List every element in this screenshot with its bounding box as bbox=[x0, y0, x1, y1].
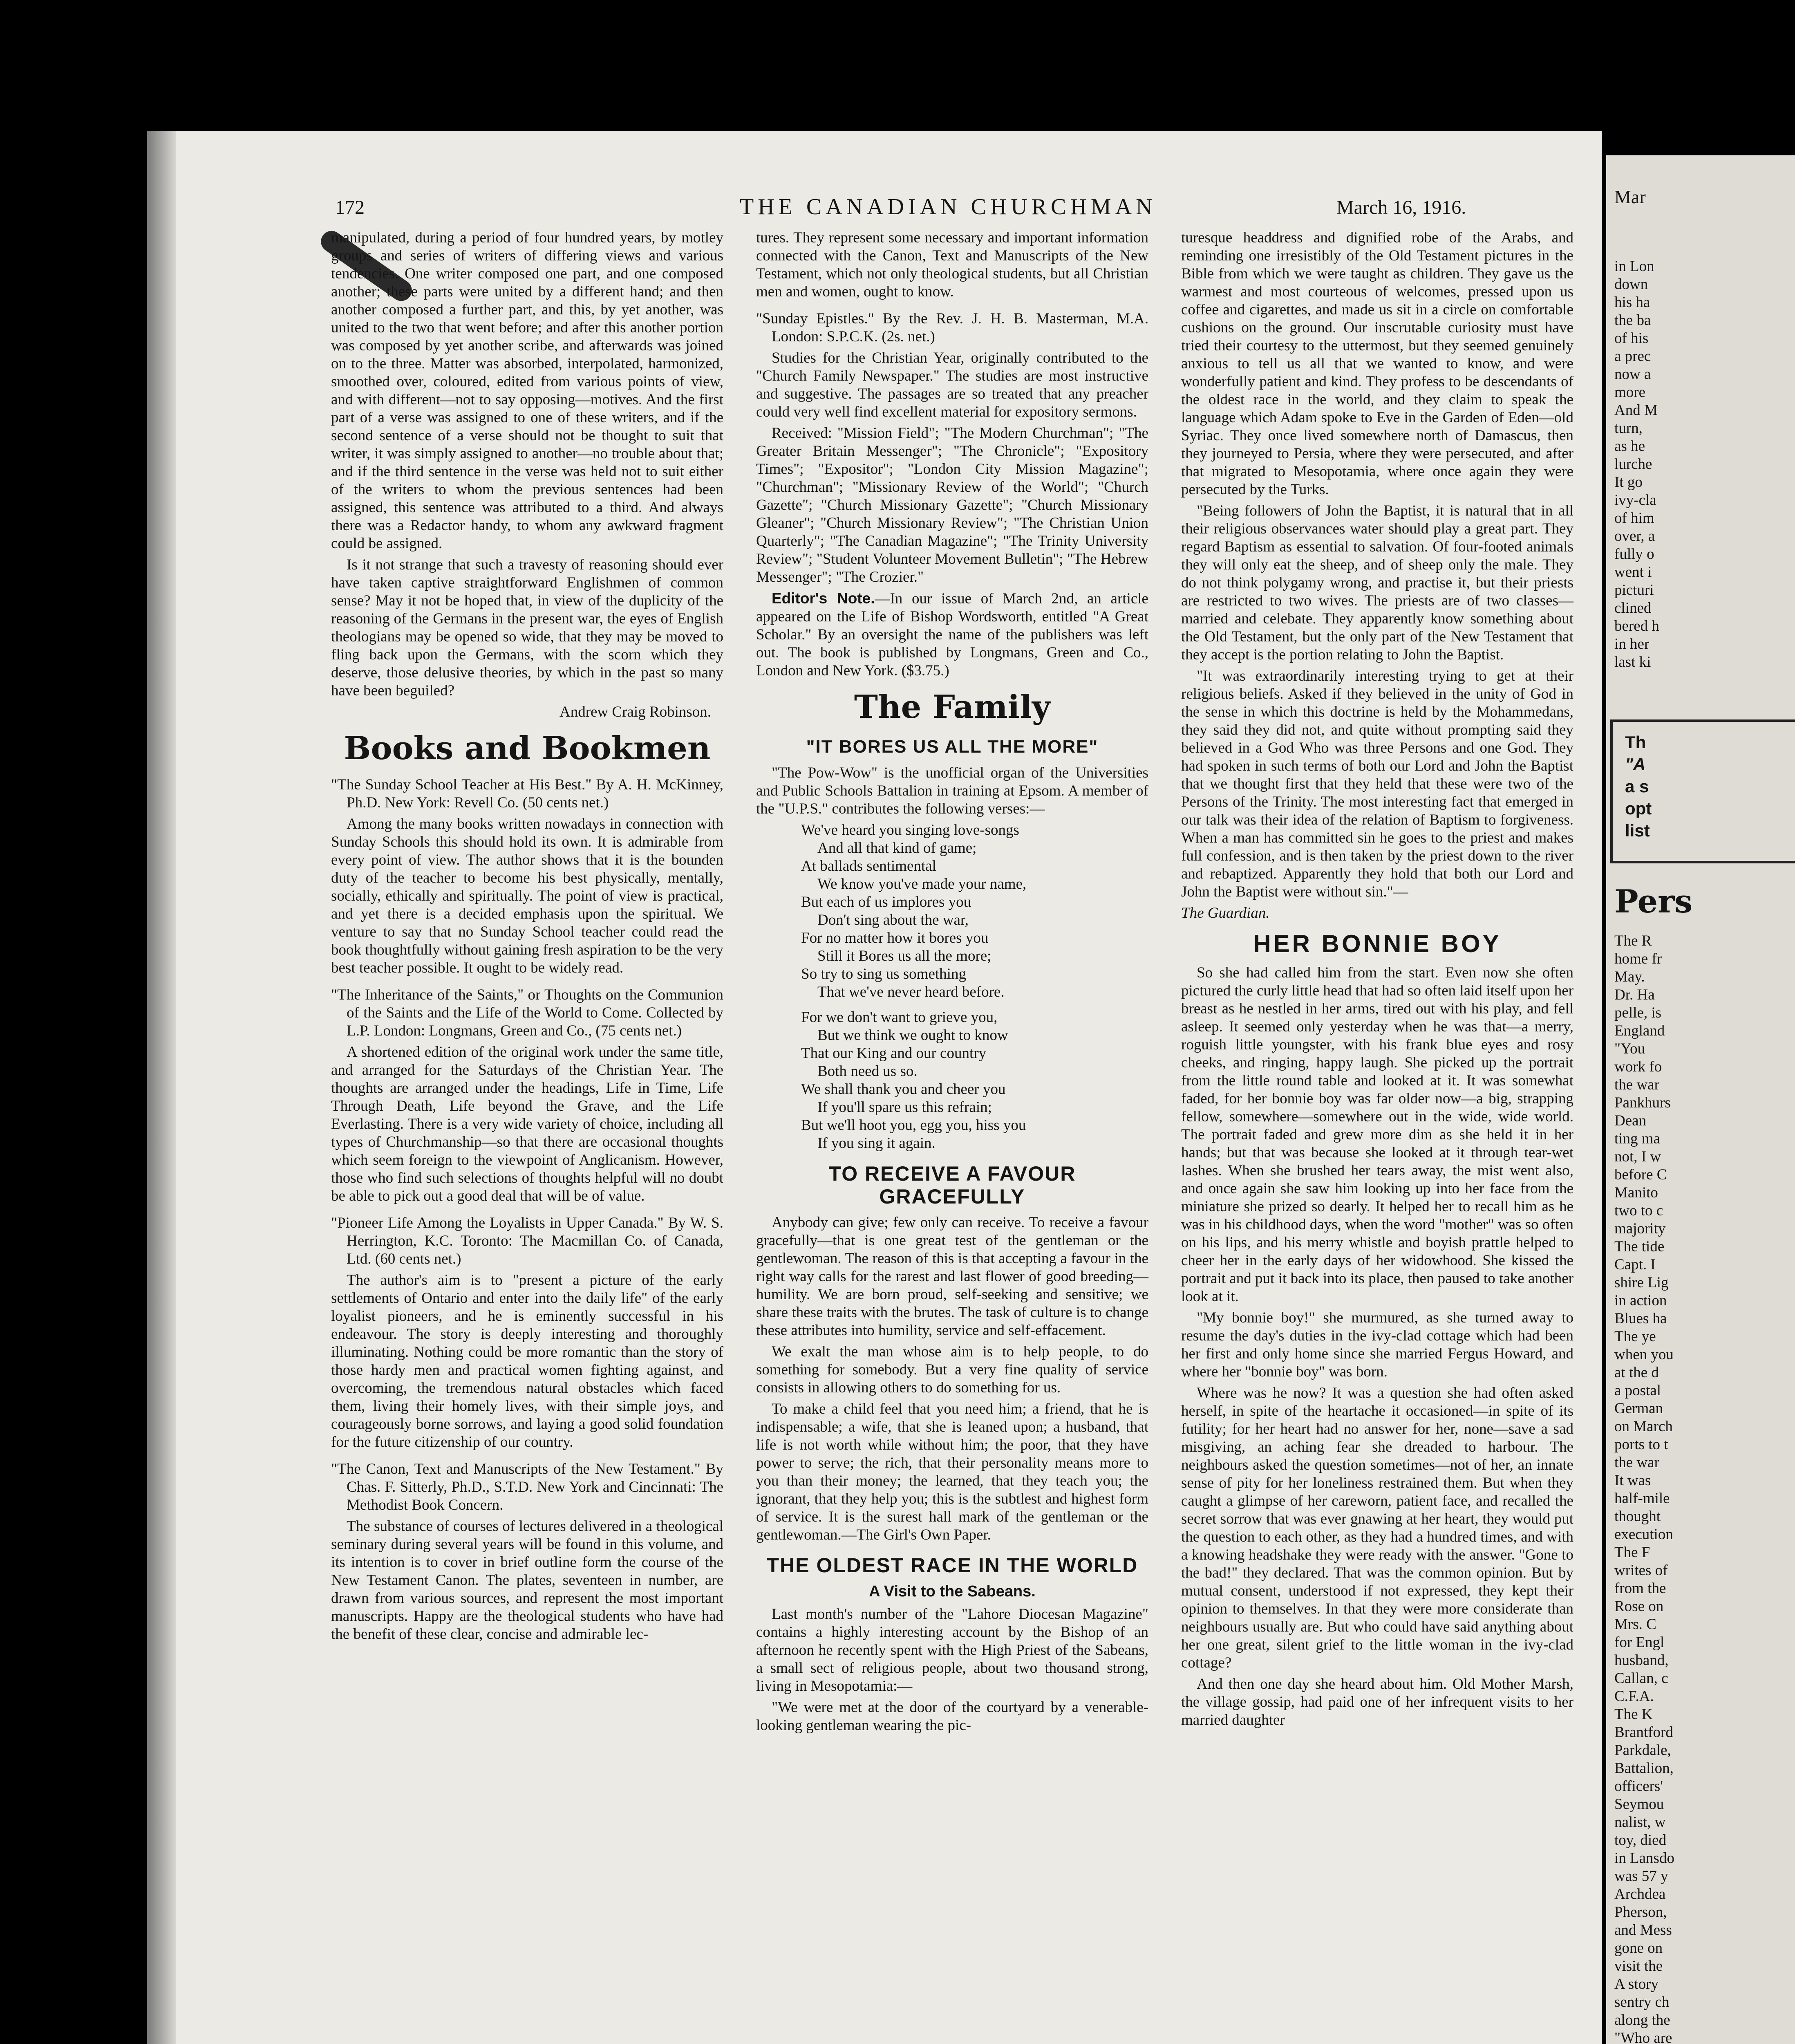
article-paragraph: Last month's number of the "Lahore Diocesan Magazine" contains a highly interesting account by the Bishop of an afternoon he recently spent with the High Priest of the Sabeans, a small sect of religious people, about two thousand strong, living in Mesopotamia:— bbox=[756, 1606, 1148, 1694]
facing-page-line: Mrs. C bbox=[1614, 1616, 1656, 1633]
facing-page-line: Dr. Ha bbox=[1614, 986, 1655, 1003]
facing-page-line: at the d bbox=[1614, 1364, 1659, 1381]
poem bbox=[801, 821, 1148, 1152]
poem-line: Don't sing about the war, bbox=[817, 912, 969, 928]
received-list: Received: "Mission Field"; "The Modern Churchman"; "The Greater Britain Messenger"; "The Chronicle"; "Expository Times"; "Expositor"; "London City Mission Magazine"; "Churchman"; "Missionary Review of the World"; "Church Gazette"; "Church Missionary Gazette"; "Church Missionary Gleaner"; "Church Missionary Review"; "The Christian Union Quarterly"; "The Canadian Magazine"; "The Trinity University Review"; "Student Volunteer Movement Bulletin"; "The Hebrew Messenger"; "The Crozier." bbox=[756, 425, 1148, 585]
facing-page-line: writes of bbox=[1614, 1562, 1668, 1579]
story-paragraph: So she had called him from the start. Even now she often pictured the curly little head that had so often laid itself upon her breast as he nestled in her arms, tired out with his play, and fell asleep. It seemed only yesterday when he was that—a merry, roguish little youngster, with his frank blue eyes and rosy cheeks, and ringing, happy laugh. She picked up the portrait from the little round table and looked at it. It was somewhat faded, for her bonnie boy was far older now—a big, strapping fellow, somewhere—somewhere out in the wide, wide world. The portrait faded and grew more dim as she held it in her hands; but that was because she looked at it through tear-wet lashes. When she brushed her tears away, the mist went also, and once again she saw him looking up into her face from the miniature she prized so dearly. It helped her to recall him as he was in his childhood days, when the word "mother" was so often on his lips, and his merry whistle and boyish prattle helped to cheer her in the early days of her widowhood. She kissed the portrait and put it back into its place, then paused to take another look at it. bbox=[1181, 964, 1573, 1305]
facing-page-line: was 57 y bbox=[1614, 1868, 1668, 1885]
facing-page-line: ting ma bbox=[1614, 1130, 1661, 1147]
facing-page-line: and Mess bbox=[1614, 1922, 1672, 1939]
facing-page-line: in action bbox=[1614, 1292, 1667, 1309]
facing-page-line: when you bbox=[1614, 1346, 1674, 1363]
editors-note-label: Editor's Note. bbox=[772, 590, 875, 607]
poem-line: We shall thank you and cheer you bbox=[801, 1081, 1006, 1098]
facing-page-line: the war bbox=[1614, 1076, 1659, 1093]
facing-page-line: last ki bbox=[1614, 654, 1651, 670]
article-continuation: manipulated, during a period of four hundred years, by motley groups and series of writers of differing views and various tendencies. One writer composed one part, and one composed another; these parts were united by a different hand; and then another composed a further part, and this, by yet another, was united to the two that went before; and after this another portion was composed by yet another scribe, and afterwards was joined on to the three. Matter was absorbed, interpolated, harmonized, smoothed over, coloured, edited from various points of view, and with different—not to say opposing—motives. And the first part of a verse was assigned to one of these writers, and if the second sentence of a verse should not be thought to suit that writer, it was simply assigned to another—no trouble about that; and if the third sentence in the verse was held not to suit either of the writers to whom the previous sentences had been assigned, this sentence was attributed to a third. And always there was a Redactor handy, to whom any awkward fragment could be assigned. bbox=[331, 229, 723, 552]
facing-page-line: over, a bbox=[1614, 528, 1655, 545]
bonnie-boy-heading: HER BONNIE BOY bbox=[1253, 930, 1502, 957]
facing-page-line: home fr bbox=[1614, 950, 1662, 967]
poem-line: So try to sing us something bbox=[801, 966, 966, 982]
poem-line: And all that kind of game; bbox=[817, 840, 977, 856]
facing-page-line: majority bbox=[1614, 1220, 1666, 1237]
facing-page-line: of him bbox=[1614, 510, 1654, 527]
poem-line: That our King and our country bbox=[801, 1045, 987, 1062]
source-credit: The Guardian. bbox=[1181, 905, 1270, 921]
facing-page-line: C.F.A. bbox=[1614, 1688, 1654, 1705]
facing-page-line: lurche bbox=[1614, 456, 1652, 473]
publication-title: THE CANADIAN CHURCHMAN bbox=[740, 194, 1157, 220]
article-paragraph: "We were met at the door of the courtyard by a venerable-looking gentleman wearing the pic- bbox=[756, 1699, 1148, 1734]
poem-line: But we'll hoot you, egg you, hiss you bbox=[801, 1117, 1026, 1134]
facing-page-line: shire Lig bbox=[1614, 1274, 1669, 1291]
facing-page-line: half-mile bbox=[1614, 1490, 1670, 1507]
book-reference: "Pioneer Life Among the Loyalists in Upper Canada." By W. S. Herrington, K.C. Toronto: The Macmillan Co. of Canada, Ltd. (60 cents net.) bbox=[331, 1215, 723, 1267]
facing-page-line: work fo bbox=[1614, 1058, 1662, 1075]
book-reference: "The Sunday School Teacher at His Best." By A. H. McKinney, Ph.D. New York: Revell Co. (50 cents net.) bbox=[331, 776, 723, 811]
facing-page-line: bered h bbox=[1614, 618, 1659, 634]
facing-page-line: Parkdale, bbox=[1614, 1742, 1671, 1759]
story-paragraph: Where was he now? It was a question she had often asked herself, in spite of the heartache it occasioned—in spite of its futility; for her heart had no answer for her, none—save a sad misgiving, an aching fear she dreaded to harbour. The neighbours asked the question sometimes—not of her, an innate sense of pity for her loneliness restrained them. But when they caught a glimpse of her careworn, patient face, and recalled the secret sorrow that was ever gnawing at her heart, they would put the question to each other, as they had a hundred times, and with a knowing headshake they were ready with the answer. "Gone to the bad!" they declared. That was the common opinion. But by mutual consent, understood if not expressed, they kept their opinion to themselves. In that they were more considerate than neighbours usually are. But who could have said anything about her one great, silent grief to the little woman in the ivy-clad cottage? bbox=[1181, 1385, 1573, 1671]
facing-page-line: It was bbox=[1614, 1472, 1651, 1489]
article-paragraph: To make a child feel that you need him; a friend, that he is indispensable; a wife, that she is leaned upon; a husband, that life is not worth while without him; the poor, that they have power to serve; the rich, that their personality means more to you than their money; the learned, that they teach you; the ignorant, that they help you; this is the subtlest and highest form of service. It is the surest hall mark of the gentleman or the gentlewoman.—The Girl's Own Paper. bbox=[756, 1401, 1148, 1543]
facing-page-line: ports to t bbox=[1614, 1436, 1668, 1453]
facing-page-line: A story bbox=[1614, 1976, 1658, 1992]
facing-page-line: Seymou bbox=[1614, 1796, 1664, 1813]
facing-page-line: husband, bbox=[1614, 1652, 1669, 1669]
book-review: A shortened edition of the original work under the same title, and arranged for the Saturdays of the Christian Year. The thoughts are arranged under the headings, Life in Time, Life Through Death, Life beyond the Grave, and the Life Everlasting. There is a very wide variety of choice, including all types of Churchmanship—so that there are occasional thoughts which seem foreign to the viewpoint of Anglicanism. However, those who find such selections of thoughts helpful will no doubt be able to pick out a good deal that will be of value. bbox=[331, 1044, 723, 1204]
poem-line: Both need us so. bbox=[817, 1063, 918, 1080]
facing-page-line: ivy-cla bbox=[1614, 492, 1656, 509]
editors-note-text: —In our issue of March 2nd, an article appeared on the Life of Bishop Wordsworth, entitled "A Great Scholar." By an oversight the name of the publishers was left out. The book is published by Longmans, Green and Co., London and New York. ($3.75.) bbox=[756, 590, 1148, 679]
facing-page-line: in Lansdo bbox=[1614, 1850, 1674, 1867]
newspaper-page bbox=[147, 131, 1602, 2044]
facing-page-line: German bbox=[1614, 1400, 1663, 1417]
box-line: opt bbox=[1625, 799, 1652, 818]
facing-page-line: down bbox=[1614, 276, 1648, 293]
facing-page-line: And M bbox=[1614, 402, 1658, 419]
facing-page-line: in her bbox=[1614, 636, 1650, 652]
page-header bbox=[147, 188, 1602, 225]
facing-page-line: his ha bbox=[1614, 294, 1650, 311]
facing-page-line: from the bbox=[1614, 1580, 1666, 1597]
poem-line: We know you've made your name, bbox=[817, 876, 1027, 892]
article-signature: Andrew Craig Robinson. bbox=[560, 704, 711, 720]
book-review: Among the many books written nowadays in connection with Sunday Schools this should hold its own. It is admirable from every point of view. The author shows that it is the bounden duty of the teacher to become his best physically, mentally, socially, ethically and spiritually. The point of view is practical, and yet there is a decided emphasis upon the spiritual. We venture to say that no Sunday School teacher could read the book thoughtfully without gaining fresh aspiration to be the very best teacher possible. It ought to be widely read. bbox=[331, 816, 723, 976]
editors-note bbox=[756, 589, 1148, 680]
facing-page-line: Dean bbox=[1614, 1112, 1647, 1129]
facing-page-line: clined bbox=[1614, 600, 1652, 616]
facing-page-fragment bbox=[1606, 155, 1795, 2044]
sabeans-subheading: A Visit to the Sabeans. bbox=[869, 1583, 1036, 1600]
facing-page-line: Battalion, bbox=[1614, 1760, 1674, 1777]
book-reference: "The Inheritance of the Saints," or Thoughts on the Communion of the Saints and the Life of the World to Come. Collected by L.P. London: Longmans, Green and Co., (75 cents net.) bbox=[331, 986, 723, 1039]
story-paragraph: "My bonnie boy!" she murmured, as she turned away to resume the day's duties in the ivy-clad cottage which had been her first and only home since she married Fergus Howard, and where her "bonnie boy" was born. bbox=[1181, 1309, 1573, 1380]
article-continuation: turesque headdress and dignified robe of the Arabs, and reminding one irresistibly of the Old Testament pictures in the Bible from which we were taught as children. They gave us the warmest and most courteous of welcomes, pressed upon us coffee and cigarettes, and made us sit in a circle on comfortable cushions on the ground. Our inscrutable curiosity must have tried their courtesy to the uttermost, but they seemed genuinely anxious to tell us all that we wanted to know, and were wonderfully patient and kind. They profess to be descendants of the oldest race in the world, and they claim to speak the language which Adam spoke to Eve in the Garden of Eden—old Syriac. They once lived somewhere north of Damascus, then they journeyed to Persia, where they were persecuted, and after that migrated to Mesopotamia, where once again they were persecuted by the Turks. bbox=[1181, 229, 1573, 498]
facing-page-line: Pherson, bbox=[1614, 1904, 1667, 1921]
poem-line: Still it Bores us all the more; bbox=[817, 948, 992, 964]
book-review: The substance of courses of lectures delivered in a theological seminary during several years will be found in this volume, and its intention is to cover in brief outline form the course of the New Testament Canon. The plates, seventeen in number, are drawn from various sources, and represent the most important manuscripts. Happy are the theological students who have had the benefit of these clear, concise and admirable lec- bbox=[331, 1518, 723, 1643]
article-paragraph: Anybody can give; few only can receive. To receive a favour gracefully—that is one great test of the gentleman or the gentlewoman. The reason of this is that accepting a favour in the right way calls for the rarest and last flower of good breeding—humility. We are born proud, self-seeking and sensitive; we share these traits with the brutes. The task of culture is to change these attributes into humility, service and self-effacement. bbox=[756, 1214, 1148, 1339]
poem-line: For no matter how it bores you bbox=[801, 930, 989, 946]
facing-page-line: Manito bbox=[1614, 1184, 1658, 1201]
facing-page-line: not, I w bbox=[1614, 1148, 1661, 1165]
facing-page-line: toy, died bbox=[1614, 1832, 1667, 1849]
facing-page-line: The R bbox=[1614, 932, 1652, 949]
book-reference: "The Canon, Text and Manuscripts of the New Testament." By Chas. F. Sitterly, Ph.D., S.T.D. New York and Cincinnati: The Methodist Book Concern. bbox=[331, 1461, 723, 1513]
book-reference: "Sunday Epistles." By the Rev. J. H. B. Masterman, M.A. London: S.P.C.K. (2s. net.) bbox=[756, 310, 1148, 345]
facing-page-line: thought bbox=[1614, 1508, 1661, 1525]
facing-page-line: It go bbox=[1614, 474, 1643, 491]
article-paragraph: "Being followers of John the Baptist, it is natural that in all their religious observances water should play a great part. They regard Baptism as essential to salvation. Of four-footed animals they will only eat the sheep, and of sheep only the male. They do not think polygamy wrong, and practise it, but their priests are restricted to two wives. The priests are of two classes—married and celebate. They apparently know something about the Old Testament, but the only part of the New Testament that they accept is the portion relating to John the Baptist. bbox=[1181, 502, 1573, 663]
family-heading: The Family bbox=[854, 688, 1051, 726]
facing-page-line: the ba bbox=[1614, 312, 1651, 329]
facing-page-header: Mar bbox=[1614, 186, 1646, 207]
facing-page-line: Pankhurs bbox=[1614, 1094, 1671, 1111]
article-paragraph: Is it not strange that such a travesty of reasoning should ever have taken captive straightforward Englishmen of common sense? May it not be hoped that, in view of the duplicity of the reasoning of the Germans in the present war, the eyes of English theologians may be opened so wide, that they may be moved to fling back upon the Germans, with the scorn which they deserve, those delusive theories, by which in the past so many have been beguiled? bbox=[331, 556, 723, 699]
facing-page-line: picturi bbox=[1614, 582, 1654, 598]
facing-page-line: Capt. I bbox=[1614, 1256, 1656, 1273]
facing-page-line: along the bbox=[1614, 2012, 1670, 2028]
review-continuation: tures. They represent some necessary and important information connected with the Canon, Text and Manuscripts of the New Testament, which not only theological students, but all Christian men and women, ought to know. bbox=[756, 229, 1148, 300]
facing-page-line: Brantford bbox=[1614, 1724, 1673, 1741]
facing-page-heading: Pers bbox=[1614, 883, 1693, 920]
box-line: list bbox=[1625, 821, 1650, 840]
bores-heading: "IT BORES US ALL THE MORE" bbox=[806, 737, 1099, 757]
page-number: 172 bbox=[335, 197, 365, 218]
facing-page-line: execution bbox=[1614, 1526, 1673, 1543]
facing-page-line: a prec bbox=[1614, 348, 1651, 365]
column-2 bbox=[756, 229, 1148, 1738]
facing-page-line: the war bbox=[1614, 1454, 1659, 1471]
facing-page-line: as he bbox=[1614, 438, 1645, 455]
facing-page-line: Blues ha bbox=[1614, 1310, 1667, 1327]
facing-page-line: The F bbox=[1614, 1544, 1650, 1561]
facing-page-line: turn, bbox=[1614, 420, 1643, 437]
facing-page-line: England bbox=[1614, 1022, 1665, 1039]
facing-page-line: now a bbox=[1614, 366, 1651, 383]
article-paragraph: We exalt the man whose aim is to help people, to do something for somebody. But a very fine quality of service consists in allowing others to do something for us. bbox=[756, 1343, 1148, 1396]
facing-page-line: Archdea bbox=[1614, 1886, 1666, 1903]
page-binding-edge bbox=[147, 131, 176, 2044]
facing-page-line: Callan, c bbox=[1614, 1670, 1668, 1687]
facing-page-line: two to c bbox=[1614, 1202, 1663, 1219]
facing-page-line: fully o bbox=[1614, 546, 1654, 563]
facing-page-line: more bbox=[1614, 384, 1646, 401]
poem-line: That we've never heard before. bbox=[817, 984, 1005, 1000]
box-line: "A bbox=[1625, 755, 1646, 774]
poem-line: At ballads sentimental bbox=[801, 858, 936, 874]
facing-page-line: officers' bbox=[1614, 1778, 1663, 1795]
books-heading: Books and Bookmen bbox=[344, 730, 711, 767]
facing-page-line: Rose on bbox=[1614, 1598, 1664, 1615]
facing-page-line: The ye bbox=[1614, 1328, 1656, 1345]
facing-page-line: in Lon bbox=[1614, 258, 1654, 275]
facing-page-line: The K bbox=[1614, 1706, 1653, 1723]
facing-page-line: "You bbox=[1614, 1040, 1645, 1057]
facing-page-line: before C bbox=[1614, 1166, 1667, 1183]
facing-page-line: visit the bbox=[1614, 1958, 1663, 1975]
oldest-race-heading: THE OLDEST RACE IN THE WORLD bbox=[766, 1554, 1138, 1577]
facing-page-line: a postal bbox=[1614, 1382, 1661, 1399]
poem-line: We've heard you singing love-songs bbox=[801, 822, 1019, 838]
facing-page-line: The tide bbox=[1614, 1238, 1665, 1255]
box-line: a s bbox=[1625, 777, 1649, 796]
facing-page-line: went i bbox=[1614, 564, 1652, 580]
facing-page-line: for Engl bbox=[1614, 1634, 1665, 1651]
poem-line: But we think we ought to know bbox=[817, 1027, 1008, 1044]
facing-page-line: "Who are bbox=[1614, 2030, 1672, 2044]
poem-line: If you sing it again. bbox=[817, 1135, 936, 1152]
book-review: The author's aim is to "present a picture of the early settlements of Ontario and enter into the daily life" of the early loyalist pioneers, and he is eminently successful in his endeavour. The story is deeply interesting and thoroughly illuminating. Nothing could be more romantic than the story of those hardy men and practical women fighting against, and overcoming, the tremendous natural obstacles which faced them, living their homely lives, with their simple joys, and courageously borne sorrows, and laying a good solid foundation for the future citizenship of our country. bbox=[331, 1272, 723, 1450]
facing-page-box bbox=[1610, 719, 1795, 863]
facing-page-line: pelle, is bbox=[1614, 1004, 1662, 1021]
box-line: Th bbox=[1625, 733, 1646, 752]
facing-page-line: of his bbox=[1614, 330, 1649, 347]
book-review: Studies for the Christian Year, originally contributed to the "Church Family Newspaper." The studies are most instructive and suggestive. The passages are so treated that any preacher could very well find excellent material for expository sermons. bbox=[756, 350, 1148, 420]
story-paragraph: And then one day she heard about him. Old Mother Marsh, the village gossip, had paid one of her infrequent visits to her married daughter bbox=[1181, 1676, 1573, 1728]
article-paragraph: "It was extraordinarily interesting trying to get at their religious beliefs. Asked if they believed in the unity of God in the sense in which this doctrine is held by the Mohammedans, they said they did not, and quite without prompting said they believed in a God Who was three Persons and one God. They had spoken in such terms of both our Lord and John the Baptist that we thought first that they held that these were two of the Persons of the Trinity. The most interesting fact that emerged in our talk was their idea of the relation of Baptism to forgiveness. When a man has committed sin he goes to the priest and makes full confession, and is then taken by the priest down to the river and rebaptized. Apparently they hold that both our Lord and John the Baptist were without sin."— bbox=[1181, 668, 1573, 900]
poem-line: But each of us implores you bbox=[801, 894, 971, 910]
column-1 bbox=[331, 229, 723, 1647]
facing-page-line: gone on bbox=[1614, 1940, 1663, 1957]
issue-date: March 16, 1916. bbox=[1336, 197, 1466, 218]
article-paragraph: "The Pow-Wow" is the unofficial organ of the Universities and Public Schools Battalion in training at Epsom. A member of the "U.P.S." contributes the following verses:— bbox=[756, 764, 1148, 817]
column-3 bbox=[1181, 229, 1573, 1732]
facing-page-line: sentry ch bbox=[1614, 1994, 1670, 2010]
favour-heading: TO RECEIVE A FAVOUR GRACEFULLY bbox=[828, 1162, 1076, 1208]
facing-page-line: on March bbox=[1614, 1418, 1673, 1435]
facing-page-line: nalist, w bbox=[1614, 1814, 1666, 1831]
poem-line: If you'll spare us this refrain; bbox=[817, 1099, 992, 1116]
poem-line: For we don't want to grieve you, bbox=[801, 1009, 998, 1026]
facing-page-line: May. bbox=[1614, 968, 1645, 985]
